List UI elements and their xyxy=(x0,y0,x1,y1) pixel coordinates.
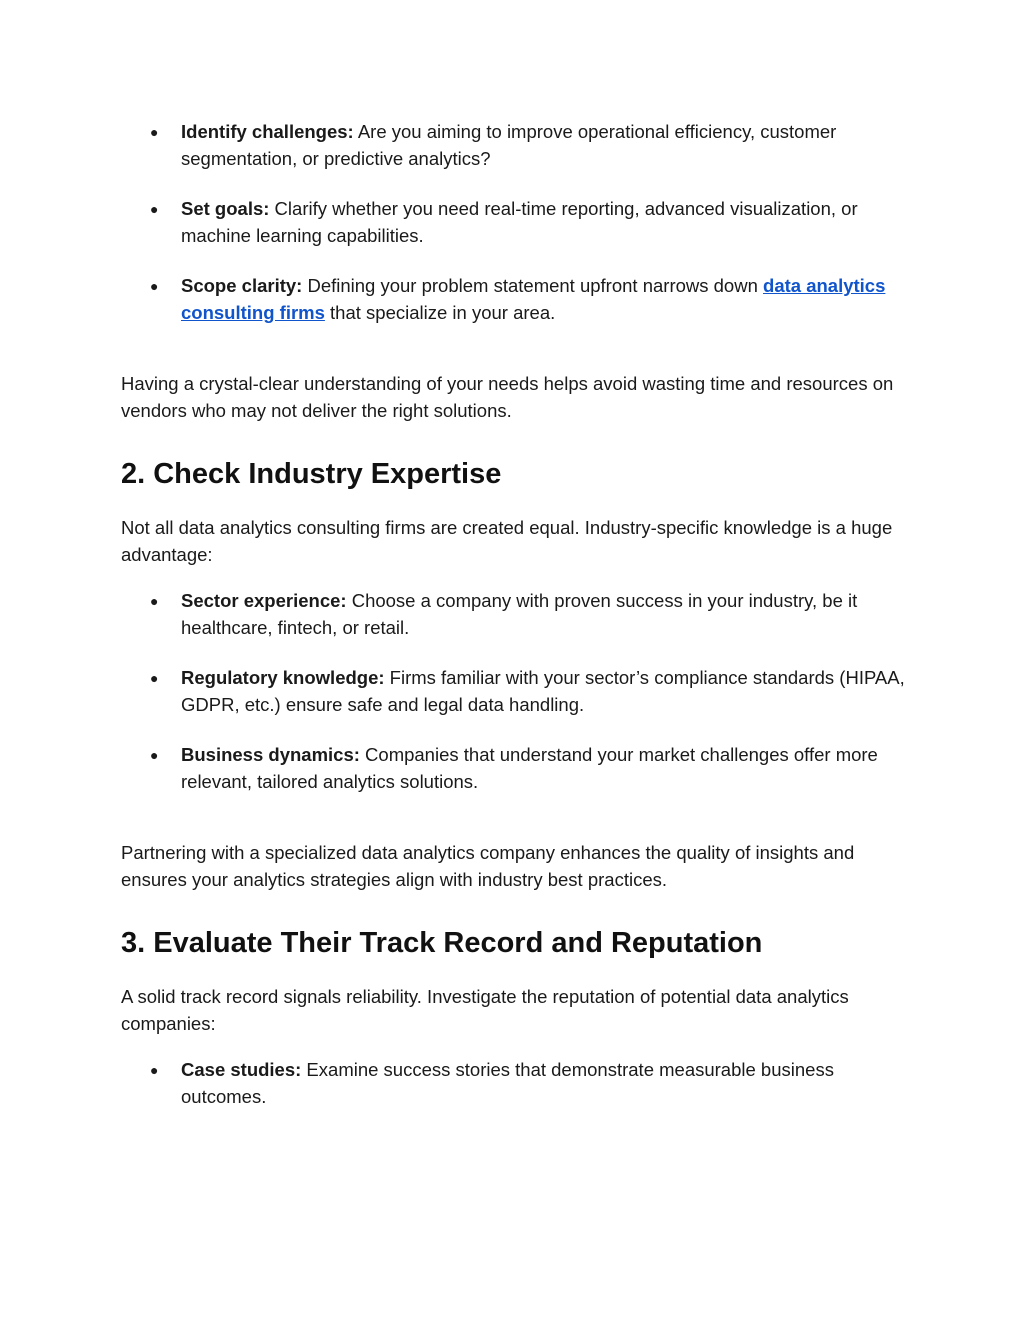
item-label: Regulatory knowledge: xyxy=(181,667,385,688)
item-text: Are you aiming to improve operational efficiency, customer segmentation, or predictive analytics? xyxy=(181,121,837,169)
list-item xyxy=(150,588,910,641)
bullet-icon: ● xyxy=(150,670,159,686)
item-text: Defining your problem statement upfront narrows down xyxy=(302,275,764,296)
item-label: Identify challenges: xyxy=(181,121,354,142)
paragraph-needs-summary: Having a crystal-clear understanding of your needs helps avoid wasting time and resources on vendors who may not deliver the right solutions. xyxy=(121,373,894,421)
list-item xyxy=(150,196,910,249)
heading-evaluate-track-record: 3. Evaluate Their Track Record and Reputation xyxy=(121,927,763,959)
item-label: Scope clarity: xyxy=(181,275,303,296)
bullet-icon: ● xyxy=(150,278,159,294)
list-item xyxy=(150,119,910,172)
list-item xyxy=(150,665,910,718)
item-label: Business dynamics: xyxy=(181,744,360,765)
item-text: Companies that understand your market challenges offer more relevant, tailored analytics solutions. xyxy=(181,744,878,792)
bullet-icon: ● xyxy=(150,201,159,217)
bullet-list-needs xyxy=(150,119,910,326)
bullet-icon: ● xyxy=(150,593,159,609)
bullet-icon: ● xyxy=(150,124,159,140)
paragraph-industry-intro: Not all data analytics consulting firms are created equal. Industry-specific knowledge is a huge advantage: xyxy=(121,517,893,565)
item-text-after: that specialize in your area. xyxy=(324,301,556,323)
bullet-list-track-record xyxy=(150,1057,910,1110)
data-analytics-consulting-firms-link[interactable]: data analytics consulting firms xyxy=(181,275,886,323)
list-item xyxy=(150,1057,910,1110)
paragraph-industry-summary: Partnering with a specialized data analytics company enhances the quality of insights and ensures your analytics strategies align with industry best practices. xyxy=(121,842,855,890)
item-text: Choose a company with proven success in your industry, be it healthcare, fintech, or retail. xyxy=(181,590,858,638)
heading-check-industry-expertise: 2. Check Industry Expertise xyxy=(121,458,502,490)
item-text: Firms familiar with your sector’s compliance standards (HIPAA, GDPR, etc.) ensure safe and legal data handling. xyxy=(181,667,905,715)
item-text: Clarify whether you need real-time reporting, advanced visualization, or machine learning capabilities. xyxy=(181,198,858,246)
item-label: Case studies: xyxy=(181,1059,302,1080)
item-text: Examine success stories that demonstrate measurable business outcomes. xyxy=(181,1059,834,1107)
list-item xyxy=(150,273,910,326)
paragraph-track-record-intro: A solid track record signals reliability. Investigate the reputation of potential data analytics companies: xyxy=(121,986,849,1034)
item-label: Sector experience: xyxy=(181,590,347,611)
list-item xyxy=(150,742,910,795)
item-label: Set goals: xyxy=(181,198,270,219)
bullet-icon: ● xyxy=(150,1062,159,1078)
bullet-list-industry xyxy=(150,588,910,795)
bullet-icon: ● xyxy=(150,747,159,763)
